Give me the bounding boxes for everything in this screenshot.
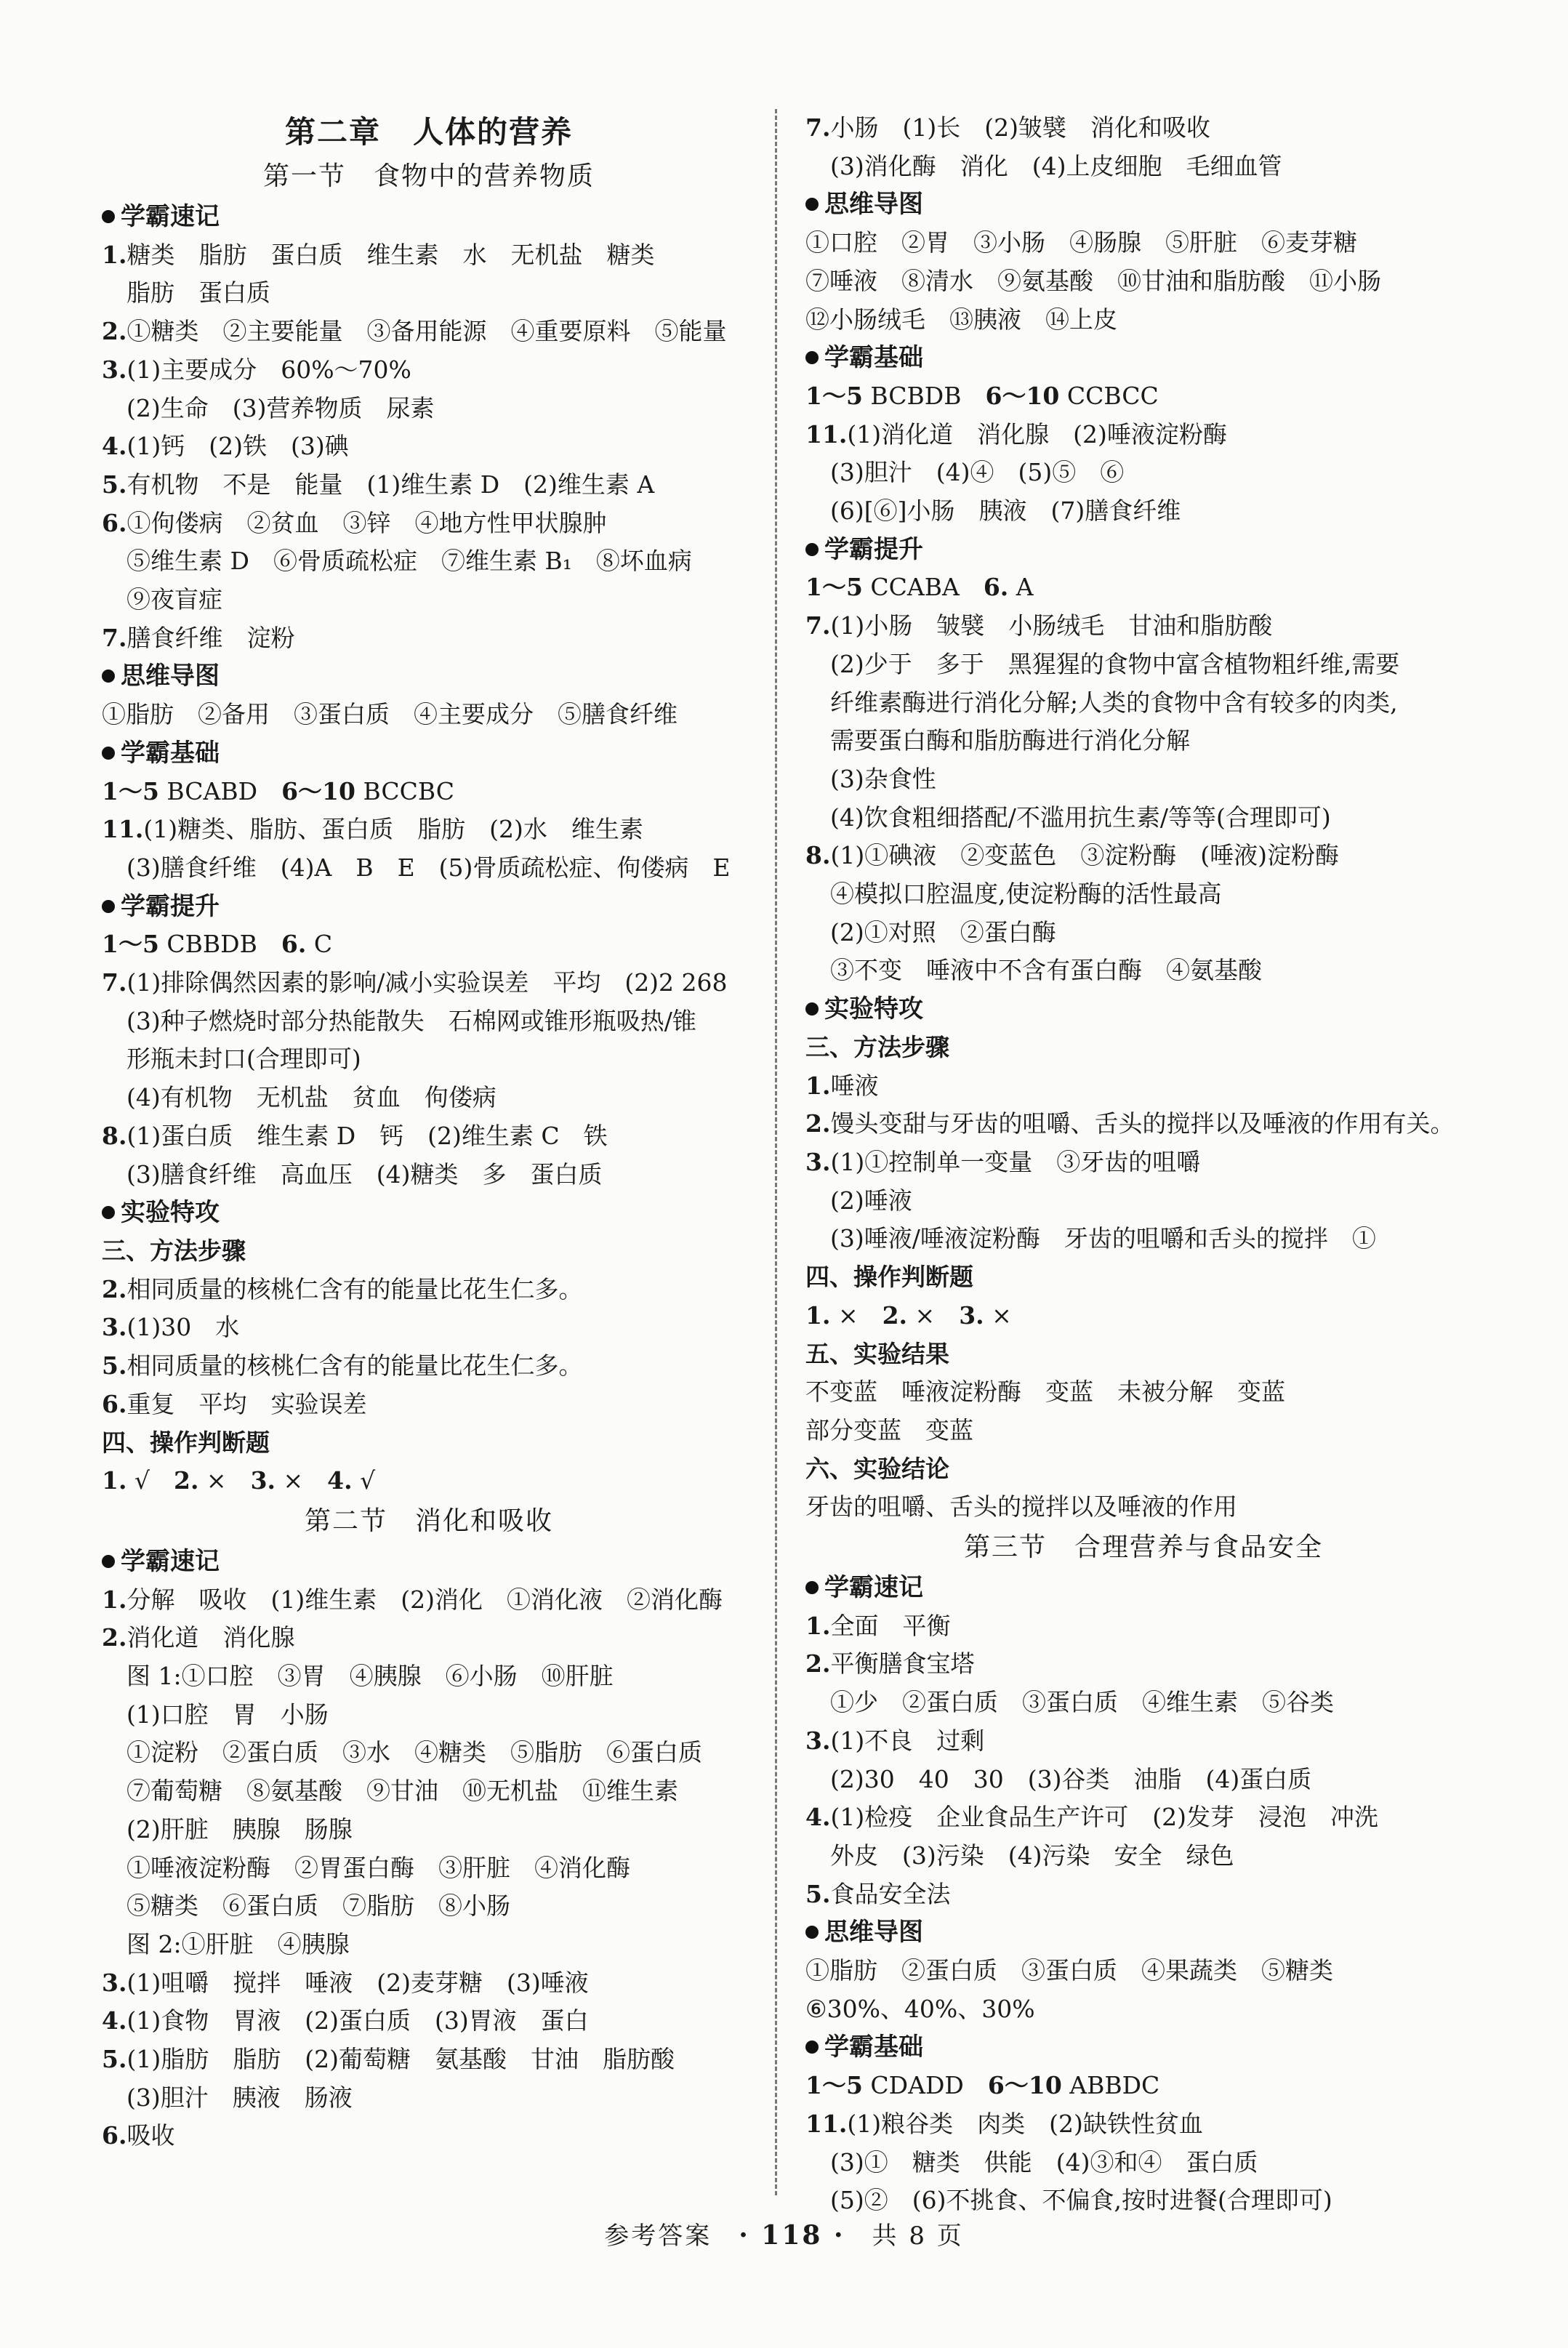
answer-line: (2)少于 多于 黑猩猩的食物中富含植物粗纤维,需要 (830, 649, 1400, 678)
bullet-icon (102, 210, 115, 223)
answer-line: 不变蓝 唾液淀粉酶 变蓝 未被分解 变蓝 (805, 1378, 1285, 1407)
answer-line: (3)① 糖类 供能 (4)③和④ 蛋白质 (830, 2147, 1258, 2176)
answer-line: 5.食品安全法 (805, 1879, 951, 1908)
answer-line: 1.唾液 (805, 1071, 879, 1100)
answer-line: 5.(1)脂肪 脂肪 (2)葡萄糖 氨基酸 甘油 脂肪酸 (102, 2045, 675, 2074)
answer-line: ①唾液淀粉酶 ②胃蛋白酶 ③肝脏 ④消化酶 (126, 1853, 630, 1882)
answer-line: ①淀粉 ②蛋白质 ③水 ④糖类 ⑤脂肪 ⑥蛋白质 (126, 1738, 702, 1767)
subsection-heading: 四、操作判断题 (805, 1263, 973, 1292)
right-column (805, 109, 1481, 2220)
section-title: 第三节 合理营养与食品安全 (963, 1532, 1323, 1563)
subsection-heading: 三、方法步骤 (102, 1236, 246, 1265)
section-heading: 思维导图 (805, 1913, 1481, 1952)
bullet-icon (805, 2041, 819, 2054)
answer-line: ①口腔 ②胃 ③小肠 ④肠腺 ⑤肝脏 ⑥麦芽糖 (805, 228, 1357, 257)
answer-line: 2.①糖类 ②主要能量 ③备用能源 ④重要原料 ⑤能量 (102, 317, 727, 346)
answer-line: 3.(1)30 水 (102, 1313, 240, 1342)
section-heading: 学霸提升 (805, 531, 1481, 569)
answer-line: 1～5 CCABA 6. A (805, 573, 1034, 602)
answer-line: 1.全面 平衡 (805, 1611, 951, 1640)
answer-line: ⑦唾液 ⑧清水 ⑨氨基酸 ⑩甘油和脂肪酸 ⑪小肠 (805, 266, 1381, 295)
section-heading: 学霸基础 (102, 734, 756, 773)
answer-line: 5.相同质量的核桃仁含有的能量比花生仁多。 (102, 1351, 583, 1380)
bullet-icon (805, 1581, 819, 1594)
footer-label: 参考答案 (604, 2222, 712, 2251)
answer-line: 1～5 CBBDB 6. C (102, 930, 333, 959)
answer-line: (1)口腔 胃 小肠 (126, 1700, 329, 1729)
bullet-icon (805, 198, 819, 211)
answer-line: ①脂肪 ②备用 ③蛋白质 ④主要成分 ⑤膳食纤维 (102, 700, 678, 729)
column-divider (775, 109, 777, 2195)
answer-line: 6.重复 平均 实验误差 (102, 1389, 367, 1418)
answer-line: (4)饮食粗细搭配/不滥用抗生素/等等(合理即可) (830, 803, 1331, 832)
answer-line: (2)唾液 (830, 1186, 912, 1215)
answer-line: 2.相同质量的核桃仁含有的能量比花生仁多。 (102, 1274, 583, 1303)
answer-line: ①脂肪 ②蛋白质 ③蛋白质 ④果蔬类 ⑤糖类 (805, 1956, 1333, 1985)
answer-line: 部分变蓝 变蓝 (805, 1415, 973, 1444)
answer-line: 4.(1)检疫 企业食品生产许可 (2)发芽 浸泡 冲洗 (805, 1803, 1378, 1832)
bullet-icon (805, 351, 819, 364)
page-footer (0, 2216, 1568, 2251)
answer-line: 1～5 BCBDB 6～10 CCBCC (805, 381, 1159, 410)
answer-line: ①少 ②蛋白质 ③蛋白质 ④维生素 ⑤谷类 (830, 1688, 1334, 1717)
answer-line: 11.(1)糖类、脂肪、蛋白质 脂肪 (2)水 维生素 (102, 815, 643, 844)
bullet-icon (102, 670, 115, 683)
answer-line: 图 1:①口腔 ③胃 ④胰腺 ⑥小肠 ⑩肝脏 (126, 1662, 614, 1691)
answer-line: 1.糖类 脂肪 蛋白质 维生素 水 无机盐 糖类 (102, 240, 655, 269)
answer-line: ⑦葡萄糖 ⑧氨基酸 ⑨甘油 ⑩无机盐 ⑪维生素 (126, 1777, 678, 1806)
answer-line: 1～5 BCABD 6～10 BCCBC (102, 776, 454, 805)
answer-line: 2.馒头变甜与牙齿的咀嚼、舌头的搅拌以及唾液的作用有关。 (805, 1109, 1455, 1138)
answer-line: 7.膳食纤维 淀粉 (102, 623, 295, 652)
answer-line: (3)胆汁 (4)④ (5)⑤ ⑥ (830, 458, 1125, 487)
section-heading: 学霸基础 (805, 339, 1481, 377)
section-heading: 学霸速记 (102, 1543, 756, 1581)
answer-line: (2)生命 (3)营养物质 尿素 (126, 393, 435, 422)
answer-line: 3.(1)咀嚼 搅拌 唾液 (2)麦芽糖 (3)唾液 (102, 1968, 589, 1997)
subsection-heading: 六、实验结论 (805, 1454, 949, 1483)
section-heading: 学霸基础 (805, 2028, 1481, 2067)
answer-line: (5)② (6)不挑食、不偏食,按时进餐(合理即可) (830, 2186, 1332, 2215)
answer-line: 脂肪 蛋白质 (126, 278, 270, 307)
page-number: · 118 · (739, 2220, 845, 2251)
bullet-icon (805, 1926, 819, 1939)
answer-line: 1. √ 2. × 3. × 4. √ (102, 1466, 376, 1495)
answer-line: (3)膳食纤维 (4)A B E (5)骨质疏松症、佝偻病 E (126, 853, 731, 882)
section-heading: 学霸速记 (805, 1569, 1481, 1607)
answer-line: (4)有机物 无机盐 贫血 佝偻病 (126, 1083, 496, 1112)
answer-line: (3)唾液/唾液淀粉酶 牙齿的咀嚼和舌头的搅拌 ① (830, 1224, 1376, 1253)
answer-line: (2)30 40 30 (3)谷类 油脂 (4)蛋白质 (830, 1764, 1312, 1793)
answer-line: 图 2:①肝脏 ④胰腺 (126, 1929, 350, 1958)
bullet-icon (805, 1002, 819, 1016)
answer-line: (2)①对照 ②蛋白酶 (830, 917, 1056, 946)
section-heading: 实验特攻 (102, 1194, 756, 1232)
page-total: 共 8 页 (872, 2222, 964, 2251)
section-heading: 实验特攻 (805, 990, 1481, 1029)
answer-line: ⑤糖类 ⑥蛋白质 ⑦脂肪 ⑧小肠 (126, 1891, 510, 1921)
bullet-icon (102, 1206, 115, 1219)
answer-line: 2.消化道 消化腺 (102, 1623, 295, 1652)
answer-line: 7.(1)排除偶然因素的影响/减小实验误差 平均 (2)2 268 (102, 968, 728, 997)
section-title: 第一节 食物中的营养物质 (262, 161, 595, 191)
answer-line: 3.(1)主要成分 60%～70% (102, 355, 411, 384)
answer-line: ⑤维生素 D ⑥骨质疏松症 ⑦维生素 B₁ ⑧坏血病 (126, 547, 692, 576)
answer-line: 1～5 CDADD 6～10 ABBDC (805, 2071, 1160, 2100)
section-heading: 思维导图 (805, 185, 1481, 224)
answer-line: 纤维素酶进行消化分解;人类的食物中含有较多的肉类, (830, 688, 1398, 717)
bullet-icon (805, 543, 819, 556)
answer-line: 8.(1)蛋白质 维生素 D 钙 (2)维生素 C 铁 (102, 1121, 608, 1150)
bullet-icon (102, 747, 115, 760)
answer-line: ⑥30%、40%、30% (805, 1994, 1035, 2023)
subsection-heading: 五、实验结果 (805, 1339, 949, 1368)
answer-line: ④模拟口腔温度,使淀粉酶的活性最高 (830, 880, 1222, 909)
answer-line: (3)种子燃烧时部分热能散失 石棉网或锥形瓶吸热/锥 (126, 1006, 696, 1035)
answer-line: 1.分解 吸收 (1)维生素 (2)消化 ①消化液 ②消化酶 (102, 1585, 723, 1614)
answer-line: (3)杂食性 (830, 764, 936, 793)
answer-line: 7.(1)小肠 皱襞 小肠绒毛 甘油和脂肪酸 (805, 611, 1273, 640)
answer-line: (3)消化酶 消化 (4)上皮细胞 毛细血管 (830, 151, 1282, 180)
answer-line: 需要蛋白酶和脂肪酶进行消化分解 (830, 726, 1190, 755)
section-heading: 学霸提升 (102, 888, 756, 926)
answer-line: 3.(1)不良 过剩 (805, 1726, 985, 1755)
answer-line: (6)[⑥]小肠 胰液 (7)膳食纤维 (830, 496, 1181, 526)
answer-line: ⑫小肠绒毛 ⑬胰液 ⑭上皮 (805, 305, 1117, 334)
answer-line: 6.①佝偻病 ②贫血 ③锌 ④地方性甲状腺肿 (102, 508, 607, 537)
bullet-icon (102, 1555, 115, 1568)
answer-line: ③不变 唾液中不含有蛋白酶 ④氨基酸 (830, 956, 1262, 985)
answer-line: 4.(1)钙 (2)铁 (3)碘 (102, 432, 349, 461)
answer-line: 6.吸收 (102, 2121, 175, 2150)
answer-line: (2)肝脏 胰腺 肠腺 (126, 1814, 353, 1844)
answer-line: 7.小肠 (1)长 (2)皱襞 消化和吸收 (805, 113, 1210, 142)
bullet-icon (102, 900, 115, 913)
answer-line: 8.(1)①碘液 ②变蓝色 ③淀粉酶 (唾液)淀粉酶 (805, 841, 1339, 870)
answer-line: (3)胆汁 胰液 肠液 (126, 2083, 353, 2112)
answer-line: 5.有机物 不是 能量 (1)维生素 D (2)维生素 A (102, 470, 655, 499)
chapter-title: 第二章 人体的营养 (284, 114, 573, 150)
section-heading: 学霸速记 (102, 198, 756, 236)
answer-line: 外皮 (3)污染 (4)污染 安全 绿色 (830, 1841, 1234, 1870)
answer-line: 3.(1)①控制单一变量 ③牙齿的咀嚼 (805, 1147, 1201, 1176)
answer-line: 1. × 2. × 3. × (805, 1300, 1012, 1330)
section-title: 第二节 消化和吸收 (304, 1505, 553, 1536)
answer-line: 牙齿的咀嚼、舌头的搅拌以及唾液的作用 (805, 1492, 1237, 1521)
answer-line: ⑨夜盲症 (126, 585, 222, 614)
answer-line: 4.(1)食物 胃液 (2)蛋白质 (3)胃液 蛋白 (102, 2006, 589, 2035)
answer-line: (3)膳食纤维 高血压 (4)糖类 多 蛋白质 (126, 1159, 603, 1189)
answer-line: 11.(1)消化道 消化腺 (2)唾液淀粉酶 (805, 419, 1227, 449)
answer-line: 2.平衡膳食宝塔 (805, 1649, 975, 1678)
subsection-heading: 三、方法步骤 (805, 1032, 949, 1061)
section-heading: 思维导图 (102, 657, 756, 696)
answer-line: 形瓶未封口(合理即可) (126, 1045, 361, 1074)
left-column (102, 109, 756, 2155)
answer-line: 11.(1)粮谷类 肉类 (2)缺铁性贫血 (805, 2109, 1203, 2138)
subsection-heading: 四、操作判断题 (102, 1428, 270, 1457)
